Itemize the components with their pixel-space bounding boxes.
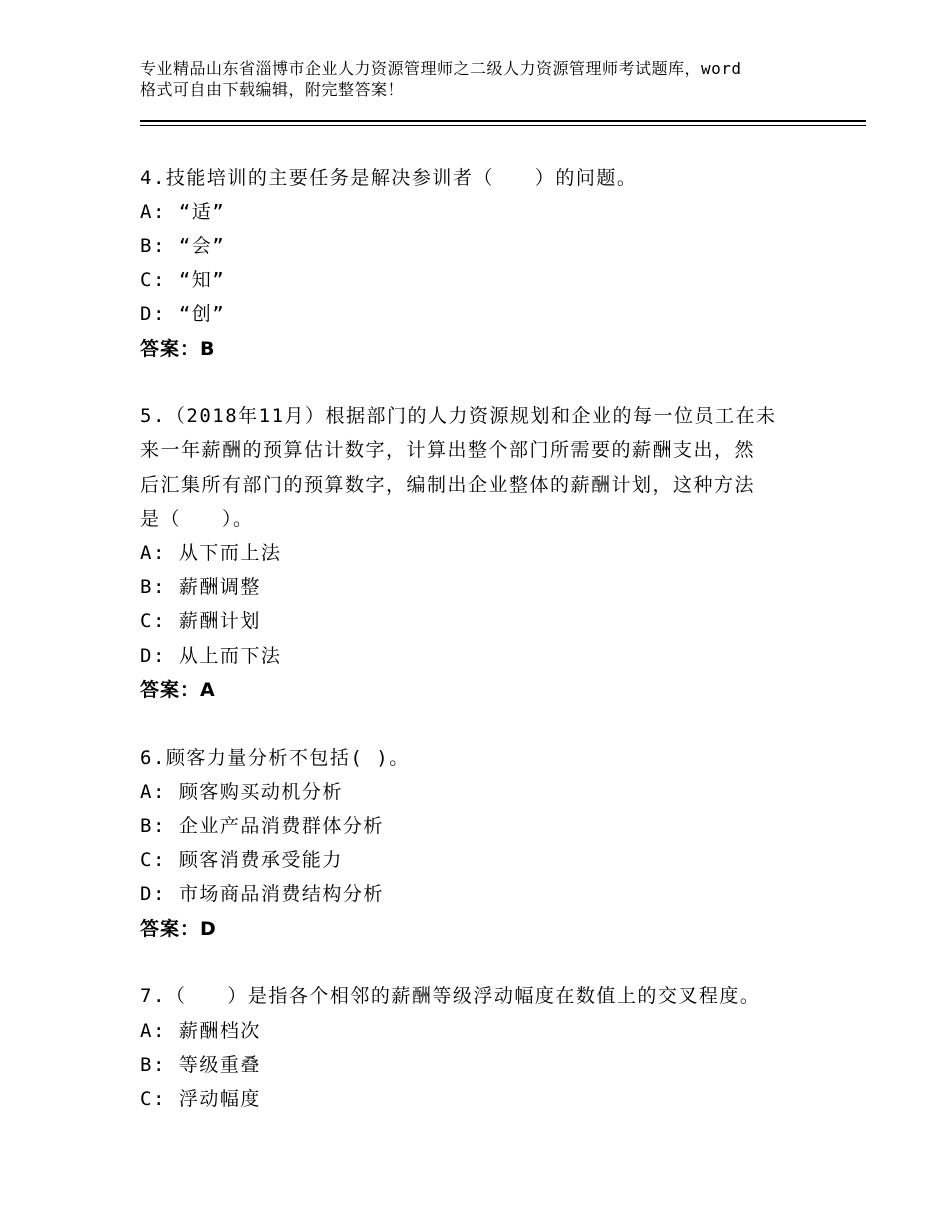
question-5-option-c: C: 薪酬计划	[140, 610, 261, 632]
question-4-option-d: D: “创”	[140, 303, 226, 325]
question-6-option-b: B: 企业产品消费群体分析	[140, 815, 384, 837]
document-header	[140, 58, 830, 100]
question-5-option-d: D: 从上而下法	[140, 645, 282, 667]
question-7-option-c: C: 浮动幅度	[140, 1088, 261, 1110]
header-rule-thick	[140, 120, 866, 122]
question-6-stem: 6.顾客力量分析不包括( )。	[140, 747, 410, 769]
question-6-option-c: C: 顾客消费承受能力	[140, 849, 343, 871]
header-line-1: 专业精品山东省淄博市企业人力资源管理师之二级人力资源管理师考试题库，word	[140, 59, 742, 78]
question-5-stem-line-1: 5.（2018年11月）根据部门的人力资源规划和企业的每一位员工在未	[140, 405, 777, 427]
header-line-2: 格式可自由下载编辑，附完整答案！	[140, 80, 405, 99]
question-4-stem: 4.技能培训的主要任务是解决参训者（ ）的问题。	[140, 167, 638, 189]
question-4-answer: 答案：B	[140, 338, 216, 360]
question-6-answer: 答案：D	[140, 918, 217, 940]
question-5-option-a: A: 从下而上法	[140, 542, 282, 564]
header-rule-thin	[140, 125, 866, 126]
question-6-option-a: A: 顾客购买动机分析	[140, 781, 343, 803]
question-5-stem-line-3: 后汇集所有部门的预算数字，编制出企业整体的薪酬计划，这种方法	[140, 474, 756, 496]
question-4-option-a: A: “适”	[140, 201, 226, 223]
question-4-option-c: C: “知”	[140, 269, 226, 291]
question-6-option-d: D: 市场商品消费结构分析	[140, 883, 384, 905]
question-5-stem-line-2: 来一年薪酬的预算估计数字，计算出整个部门所需要的薪酬支出，然	[140, 439, 756, 461]
question-5-stem-line-4: 是（ ）。	[140, 508, 254, 530]
question-5-answer: 答案：A	[140, 679, 216, 701]
question-4-option-b: B: “会”	[140, 235, 226, 257]
question-7-option-b: B: 等级重叠	[140, 1054, 261, 1076]
question-5-option-b: B: 薪酬调整	[140, 576, 261, 598]
question-7-option-a: A: 薪酬档次	[140, 1020, 261, 1042]
question-7-stem: 7.（ ）是指各个相邻的薪酬等级浮动幅度在数值上的交叉程度。	[140, 985, 761, 1007]
